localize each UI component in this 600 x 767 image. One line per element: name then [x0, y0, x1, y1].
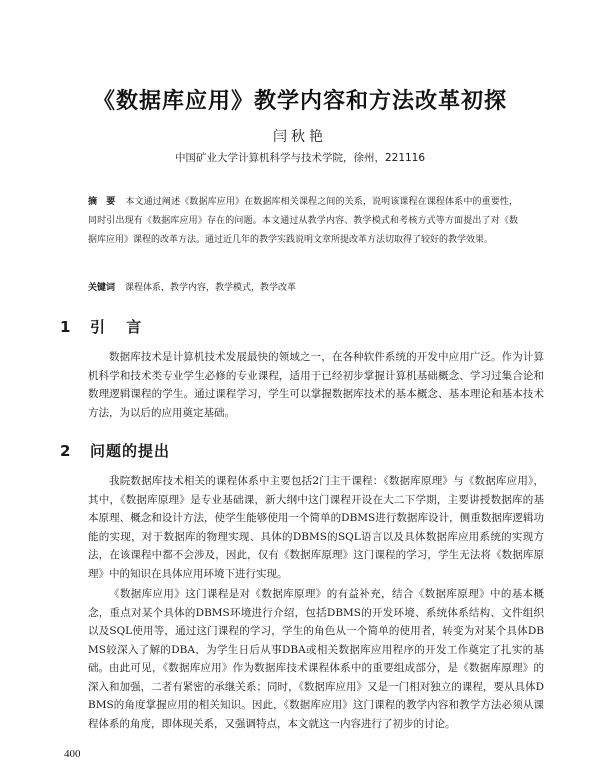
- paragraph: 我院数据库技术相关的课程体系中主要包括2门主干课程：《数据库原理》与《数据库应用》，其中，《数据库原理》是专业基础课，新大纲中这门课程开设在大二下学期，主要讲授数据库的基本原理、概念和设计方法，使学生能够使用一个简单的DBMS进行数据库设计，侧重数据库逻辑功能的实现，对于数据库的物理实现、具体的DBMS的SQL语言以及具体数据库应用系统的实现方法，在该课程中都不会涉及，因此，仅有《数据库原理》这门课程的学习，学生无法将《数据库原理》中的知识在具体应用环境下进行实现。: [88, 475, 544, 580]
- paragraph: 由此可见，《数据库应用》作为数据库技术课程体系中的重要组成部分，是《数据库原理》的深入和加强，二者有紧密的承继关系；同时，《数据库应用》又是一门相对独立的课程，要从具体DBMS的角度掌握应用的相关知识。因此，《数据库应用》这门课程的教学内容和教学方法必须从课程体系的角度，即体现关系，又强调特点，本文就这一内容进行了初步的讨论。: [88, 662, 544, 730]
- paper-title: 《数据库应用》教学内容和方法改革初探: [92, 89, 507, 114]
- section-heading-problem: [60, 440, 170, 461]
- page-number: 400: [64, 748, 81, 760]
- section-title: 问题的提出: [90, 442, 171, 460]
- author-affiliation: 中国矿业大学计算机科学与技术学院，徐州，221116: [174, 152, 426, 164]
- abstract-text: 本文通过阐述《数据库应用》在数据库相关课程之间的关系，说明该课程在课程体系中的重要性，同时引出现有《数据库应用》存在的问题。本文通过从教学内容、教学模式和考核方式等方面提出了对《数据库应用》课程的改革方法。通过近几年的教学实践说明文章所提改革方法切取得了较好的教学效果。: [88, 197, 518, 245]
- abstract-block: [88, 193, 518, 250]
- paragraph: 《数据库应用》这门课程是对《数据库原理》的有益补充，结合《数据库原理》中的基本概念，重点对某个具体的DBMS环境进行介绍，包括DBMS的开发环境、系统体系结构、文件组织以及SQL使用等，通过这门课程的学习，学生的角色从一个简单的使用者，转变为对某个具体DBMS较深入了解的DBA，为学生日后从事DBA或相关数据库应用程序的开发工作奠定了扎实的基础。: [88, 588, 544, 674]
- keywords-text: 课程体系，教学内容，教学模式，教学改革: [125, 283, 297, 293]
- section-number: 2: [60, 442, 71, 460]
- section-title: 引 言: [90, 318, 150, 336]
- section-heading-intro: [60, 316, 149, 337]
- keywords-block: [88, 280, 518, 293]
- keywords-label: 关键词: [88, 283, 116, 293]
- section-number: 1: [60, 318, 71, 336]
- author-name: 闫秋艳: [273, 129, 327, 145]
- paragraph: 数据库技术是计算机技术发展最快的领域之一，在各种软件系统的开发中应用广泛。作为计算机科学和技术类专业学生必修的专业课程，适用于已经初步掌握计算机基础概念、学习过集合论和数理逻辑课程的学生。通过课程学习，学生可以掌握数据库技术的基本概念、基本理论和基本技术方法，为以后的应用奠定基础。: [88, 351, 544, 419]
- abstract-label: 摘 要: [88, 197, 116, 207]
